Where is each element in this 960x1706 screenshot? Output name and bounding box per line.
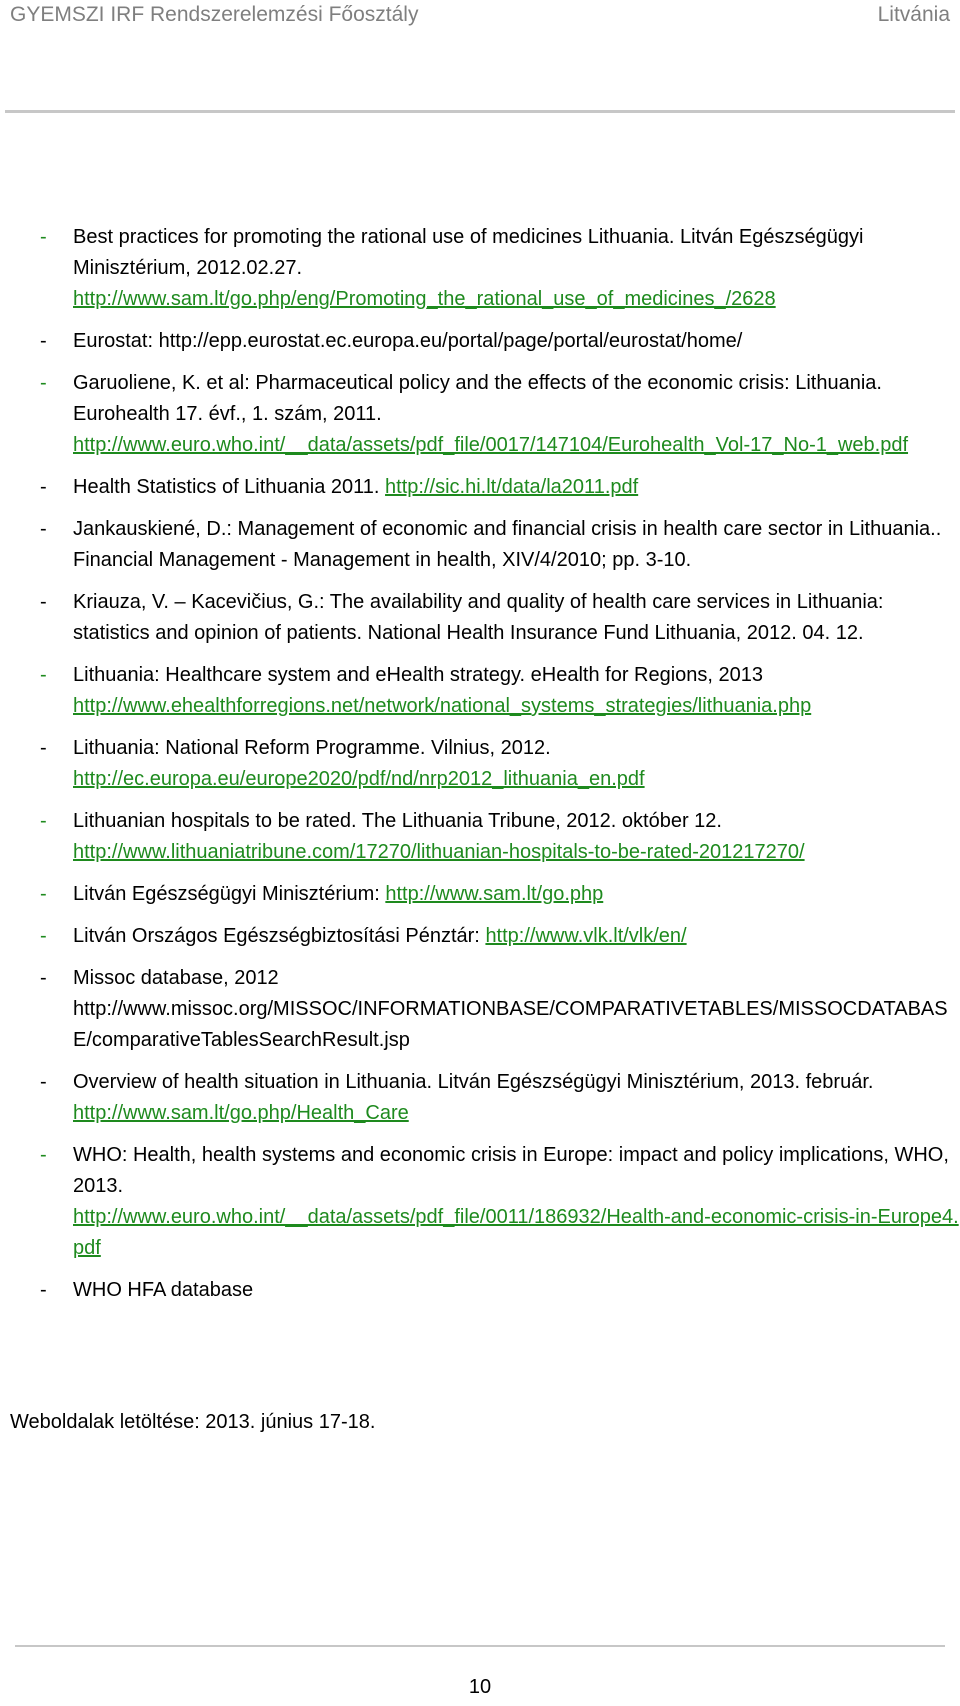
reference-item bbox=[40, 514, 960, 576]
reference-text: Litván Egészségügyi Minisztérium: bbox=[73, 883, 380, 905]
list-bullet: - bbox=[40, 476, 47, 498]
reference-item bbox=[40, 921, 960, 952]
reference-text: Kriauza, V. – Kacevičius, G.: The availability and quality of health care services in Lithuania: statistics and opinion of patients. National Health Insurance Fund Lithuania, 2012. 04. 12. bbox=[73, 591, 884, 644]
list-bullet: - bbox=[40, 1144, 47, 1166]
reference-text: WHO HFA database bbox=[73, 1279, 254, 1301]
reference-text: Litván Országos Egészségbiztosítási Pénztár: bbox=[73, 925, 480, 947]
reference-item bbox=[40, 806, 960, 868]
header-country: Litvánia bbox=[877, 3, 950, 26]
reference-text: Missoc database, 2012 bbox=[73, 967, 279, 989]
reference-link[interactable]: http://www.sam.lt/go.php/Health_Care bbox=[73, 1102, 409, 1124]
reference-item bbox=[40, 472, 960, 503]
reference-link[interactable]: http://www.vlk.lt/vlk/en/ bbox=[485, 925, 687, 947]
list-bullet: - bbox=[40, 883, 47, 905]
footer-divider bbox=[15, 1645, 945, 1647]
list-bullet: - bbox=[40, 925, 47, 947]
reference-list bbox=[40, 222, 960, 1317]
reference-item bbox=[40, 1275, 960, 1306]
list-bullet: - bbox=[40, 591, 47, 613]
list-bullet: - bbox=[40, 810, 47, 832]
page-number: 10 bbox=[468, 1676, 492, 1698]
reference-item bbox=[40, 660, 960, 722]
reference-text: WHO: Health, health systems and economic crisis in Europe: impact and policy implications, WHO, 2013. bbox=[73, 1144, 949, 1197]
reference-item bbox=[40, 368, 960, 461]
reference-item bbox=[40, 587, 960, 649]
header-department: GYEMSZI IRF Rendszerelemzési Főosztály bbox=[10, 3, 419, 26]
reference-text: Best practices for promoting the rational use of medicines Lithuania. Litván Egészségügyi Minisztérium, 2012.02.27. bbox=[73, 226, 864, 279]
reference-link[interactable]: http://www.euro.who.int/__data/assets/pdf_file/0017/147104/Eurohealth_Vol-17_No-1_web.pdf bbox=[73, 434, 909, 456]
reference-link[interactable]: http://sic.hi.lt/data/la2011.pdf bbox=[385, 476, 639, 498]
reference-text: Eurostat: http://epp.eurostat.ec.europa.eu/portal/page/portal/eurostat/home/ bbox=[73, 330, 743, 352]
list-bullet: - bbox=[40, 372, 47, 394]
list-bullet: - bbox=[40, 737, 47, 759]
reference-link[interactable]: http://www.sam.lt/go.php/eng/Promoting_the_rational_use_of_medicines_/2628 bbox=[73, 288, 776, 310]
reference-text: Lithuania: Healthcare system and eHealth strategy. eHealth for Regions, 2013 bbox=[73, 664, 764, 686]
list-bullet: - bbox=[40, 1279, 47, 1301]
reference-text: Lithuanian hospitals to be rated. The Lithuania Tribune, 2012. október 12. bbox=[73, 810, 722, 832]
list-bullet: - bbox=[40, 967, 47, 989]
list-bullet: - bbox=[40, 330, 47, 352]
reference-link[interactable]: http://www.sam.lt/go.php bbox=[385, 883, 604, 905]
reference-text: Garuoliene, K. et al: Pharmaceutical policy and the effects of the economic crisis: Lithuania. Eurohealth 17. évf., 1. szám, 2011. bbox=[73, 372, 882, 425]
reference-item bbox=[40, 222, 960, 315]
reference-item bbox=[40, 879, 960, 910]
reference-item bbox=[40, 326, 960, 357]
list-bullet: - bbox=[40, 518, 47, 540]
reference-text: Overview of health situation in Lithuania. Litván Egészségügyi Minisztérium, 2013. február. bbox=[73, 1071, 874, 1093]
list-bullet: - bbox=[40, 1071, 47, 1093]
reference-url: http://www.missoc.org/MISSOC/INFORMATIONBASE/COMPARATIVETABLES/MISSOCDATABASE/comparativeTablesSearchResult.jsp bbox=[73, 998, 948, 1051]
list-bullet: - bbox=[40, 664, 47, 686]
page-header bbox=[10, 0, 950, 30]
reference-item bbox=[40, 733, 960, 795]
reference-item bbox=[40, 1140, 960, 1264]
reference-link[interactable]: http://www.euro.who.int/__data/assets/pdf_file/0011/186932/Health-and-economic-crisis-in-Europe4.pdf bbox=[73, 1206, 959, 1259]
list-bullet: - bbox=[40, 226, 47, 248]
reference-text: Jankauskiené, D.: Management of economic and financial crisis in health care sector in Lithuania.. Financial Management - Management in health, XIV/4/2010; pp. 3-10. bbox=[73, 518, 942, 571]
reference-link[interactable]: http://www.lithuaniatribune.com/17270/lithuanian-hospitals-to-be-rated-201217270/ bbox=[73, 841, 805, 863]
header-divider bbox=[5, 110, 955, 113]
reference-text: Health Statistics of Lithuania 2011. bbox=[73, 476, 380, 498]
reference-text: Lithuania: National Reform Programme. Vilnius, 2012. bbox=[73, 737, 551, 759]
reference-item bbox=[40, 963, 960, 1056]
reference-link[interactable]: http://www.ehealthforregions.net/network/national_systems_strategies/lithuania.php bbox=[73, 695, 812, 717]
retrieval-note: Weboldalak letöltése: 2013. június 17-18. bbox=[10, 1411, 376, 1433]
reference-item bbox=[40, 1067, 960, 1129]
reference-link[interactable]: http://ec.europa.eu/europe2020/pdf/nd/nrp2012_lithuania_en.pdf bbox=[73, 768, 645, 790]
